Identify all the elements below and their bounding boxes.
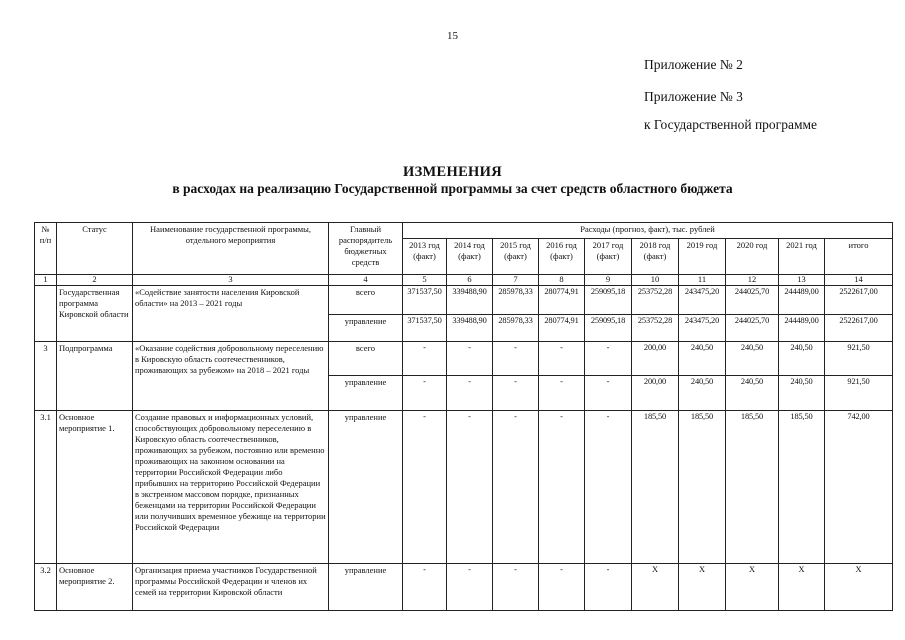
header-manager: Главный распорядитель бюджетных средств	[329, 223, 403, 275]
row-num: 3.2	[35, 563, 57, 610]
header-expenses: Расходы (прогноз, факт), тыс. рублей	[403, 223, 893, 239]
column-index-8: 8	[539, 275, 585, 286]
row-value: -	[539, 563, 585, 610]
row-manager: управление	[329, 375, 403, 410]
header-year-10: итого	[825, 239, 893, 275]
row-value: 253752,28	[632, 285, 679, 314]
row-value: -	[539, 410, 585, 563]
header-name: Наименование государственной программы, отдельного мероприятия	[133, 223, 329, 275]
row-value: X	[779, 563, 825, 610]
column-index-row	[35, 275, 893, 286]
row-value: -	[585, 375, 632, 410]
column-index-6: 6	[447, 275, 493, 286]
column-index-3: 3	[133, 275, 329, 286]
row-value: -	[585, 341, 632, 375]
row-value: -	[493, 410, 539, 563]
row-value: -	[539, 375, 585, 410]
row-manager: управление	[329, 563, 403, 610]
column-index-11: 11	[679, 275, 726, 286]
column-index-4: 4	[329, 275, 403, 286]
row-value: 244025,70	[726, 314, 779, 341]
row-name: Организация приема участников Государственной программы Российской Федерации и членов их семей на территории Кировской области	[133, 563, 329, 610]
row-value: -	[447, 563, 493, 610]
column-index-1: 1	[35, 275, 57, 286]
page-number: 15	[447, 30, 458, 42]
row-value: -	[403, 563, 447, 610]
appendix-line-3: к Государственной программе	[644, 117, 818, 132]
row-value: -	[403, 375, 447, 410]
table-row	[35, 341, 893, 375]
row-value: 240,50	[726, 375, 779, 410]
row-value: -	[585, 563, 632, 610]
column-index-13: 13	[779, 275, 825, 286]
row-name: Создание правовых и информационных условий, способствующих добровольному переселению в Кировскую область соотечественников, проживающих за рубежом, постоянно или временно проживающих на законном основании на территории Российской Федерации либо прибывших на территорию Российской Федерации в экстренном массовом порядке, признанных беженцами на территории Российской Федерации или получивших временное убежище на территории Российской Федерации	[133, 410, 329, 563]
row-value: -	[447, 410, 493, 563]
header-year-9: 2021 год	[779, 239, 825, 275]
row-manager: всего	[329, 341, 403, 375]
appendix-line-2: Приложение № 3	[644, 89, 743, 104]
row-status: Государственная программа Кировской области	[57, 285, 133, 341]
row-value: 280774,91	[539, 314, 585, 341]
row-manager: всего	[329, 285, 403, 314]
row-value: 339488,90	[447, 285, 493, 314]
row-value: 185,50	[779, 410, 825, 563]
row-value: 280774,91	[539, 285, 585, 314]
row-value: 243475,20	[679, 314, 726, 341]
header-year-2: 2014 год (факт)	[447, 239, 493, 275]
column-index-12: 12	[726, 275, 779, 286]
row-value: 244025,70	[726, 285, 779, 314]
row-value: 240,50	[679, 375, 726, 410]
header-num: № п/п	[35, 223, 57, 275]
header-year-8: 2020 год	[726, 239, 779, 275]
row-value: X	[679, 563, 726, 610]
row-value: 240,50	[679, 341, 726, 375]
header-year-1: 2013 год (факт)	[403, 239, 447, 275]
row-value: 185,50	[679, 410, 726, 563]
row-value: X	[825, 563, 893, 610]
row-value: 244489,00	[779, 314, 825, 341]
row-value: 2522617,00	[825, 314, 893, 341]
row-value: -	[585, 410, 632, 563]
table-row	[35, 285, 893, 314]
row-name: «Оказание содействия добровольному переселению в Кировскую область соотечественников, проживающих за рубежом» на 2018 – 2021 годы	[133, 341, 329, 410]
header-year-5: 2017 год (факт)	[585, 239, 632, 275]
row-value: 240,50	[779, 341, 825, 375]
row-value: -	[447, 341, 493, 375]
document-subtitle: в расходах на реализацию Государственной программы за счет средств областного бюджета	[172, 181, 733, 196]
document-title: ИЗМЕНЕНИЯ	[403, 164, 502, 180]
header-year-6: 2018 год (факт)	[632, 239, 679, 275]
row-value: 243475,20	[679, 285, 726, 314]
column-index-14: 14	[825, 275, 893, 286]
column-index-2: 2	[57, 275, 133, 286]
column-index-10: 10	[632, 275, 679, 286]
row-value: 200,00	[632, 375, 679, 410]
row-value: -	[493, 341, 539, 375]
row-value: 240,50	[779, 375, 825, 410]
row-num: 3	[35, 341, 57, 410]
row-name: «Содействие занятости населения Кировской области» на 2013 – 2021 годы	[133, 285, 329, 341]
row-value: 253752,28	[632, 314, 679, 341]
row-value: 285978,33	[493, 285, 539, 314]
row-value: 259095,18	[585, 314, 632, 341]
row-num	[35, 285, 57, 341]
header-year-4: 2016 год (факт)	[539, 239, 585, 275]
row-value: 185,50	[726, 410, 779, 563]
row-value: X	[632, 563, 679, 610]
row-value: X	[726, 563, 779, 610]
column-index-7: 7	[493, 275, 539, 286]
row-value: 259095,18	[585, 285, 632, 314]
header-row-1	[35, 223, 893, 239]
row-value: 240,50	[726, 341, 779, 375]
column-index-5: 5	[403, 275, 447, 286]
row-status: Подпрограмма	[57, 341, 133, 410]
row-value: 185,50	[632, 410, 679, 563]
budget-table-body	[35, 223, 893, 611]
table-row	[35, 563, 893, 610]
row-value: -	[493, 375, 539, 410]
row-value: 371537,50	[403, 285, 447, 314]
row-value: 339488,90	[447, 314, 493, 341]
row-status: Основное мероприятие 2.	[57, 563, 133, 610]
row-value: -	[493, 563, 539, 610]
header-status: Статус	[57, 223, 133, 275]
row-value: 2522617,00	[825, 285, 893, 314]
column-index-9: 9	[585, 275, 632, 286]
row-manager: управление	[329, 314, 403, 341]
row-value: -	[403, 410, 447, 563]
budget-table	[34, 222, 893, 611]
header-year-7: 2019 год	[679, 239, 726, 275]
row-status: Основное мероприятие 1.	[57, 410, 133, 563]
header-year-3: 2015 год (факт)	[493, 239, 539, 275]
row-num: 3.1	[35, 410, 57, 563]
row-value: 921,50	[825, 341, 893, 375]
appendix-line-1: Приложение № 2	[644, 57, 743, 72]
row-value: -	[539, 341, 585, 375]
row-manager: управление	[329, 410, 403, 563]
row-value: 244489,00	[779, 285, 825, 314]
row-value: -	[403, 341, 447, 375]
row-value: 742,00	[825, 410, 893, 563]
table-row	[35, 410, 893, 563]
row-value: 371537,50	[403, 314, 447, 341]
row-value: 921,50	[825, 375, 893, 410]
row-value: -	[447, 375, 493, 410]
row-value: 200,00	[632, 341, 679, 375]
row-value: 285978,33	[493, 314, 539, 341]
